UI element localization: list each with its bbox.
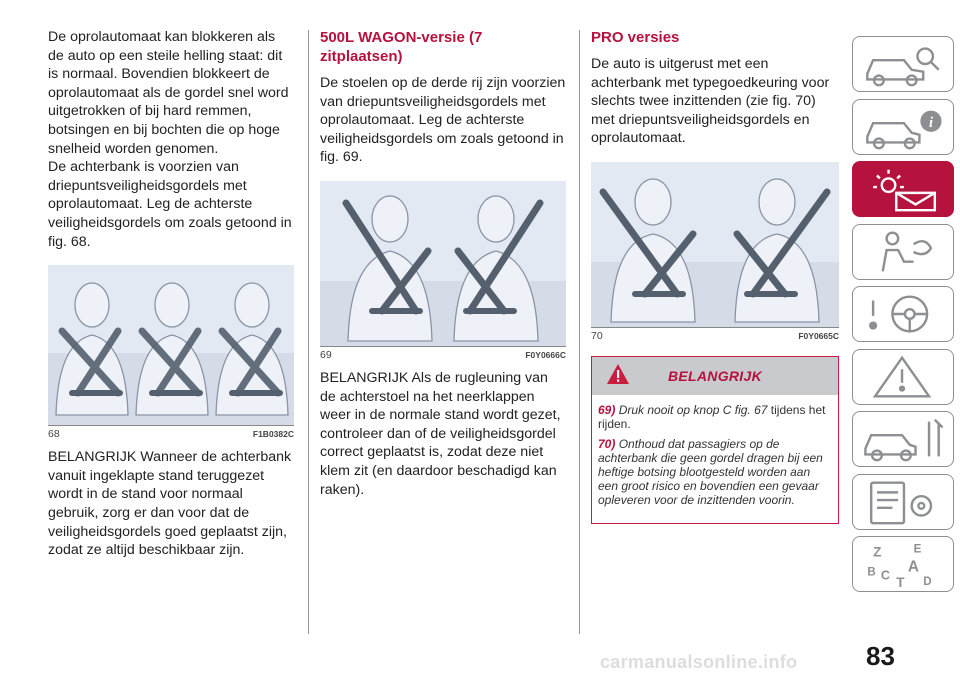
figure-number: 70: [591, 329, 603, 342]
column-3: [591, 28, 839, 524]
figure-68: [48, 265, 294, 425]
warning-body: [592, 395, 838, 523]
section-heading-wagon: 500L WAGON-versie (7 zitplaatsen): [320, 29, 483, 65]
paragraph-locking: De oprolautomaat kan blokkeren als de auto op een steile helling staat: dit is normaal. Bovendien blokkeert de oprolautomaat als de gordel snel word uitgetrokken of bij hard remmen, botsingen en bij bochten die op hoge snelheid worden genomen.: [48, 29, 289, 157]
page-number: 83: [866, 641, 895, 671]
steering-warning-icon: [853, 287, 953, 341]
letter-d: D: [923, 576, 932, 589]
figure-70-caption: [591, 327, 839, 342]
column-1: [48, 28, 294, 560]
paragraph-rear-seat: De achterbank is voorzien van driepuntsveiligheidsgordels met oprolautomaat. Leg de achterste veiligheidsgordels om zoals getoond in fig. 68.: [48, 159, 292, 250]
warning-box: [591, 356, 839, 524]
tab-technical-data[interactable]: [852, 474, 954, 530]
two-seat-belt-illustration: [320, 181, 566, 346]
note-number: 70): [598, 436, 616, 451]
figure-70: [591, 162, 839, 327]
watermark: carmanualsonline.info: [600, 652, 798, 672]
list-gear-icon: [853, 475, 953, 529]
letter-c: C: [880, 568, 890, 583]
note-number: 69): [598, 402, 616, 417]
tab-starting-driving[interactable]: [852, 224, 954, 280]
warning-item-69: [598, 403, 832, 431]
warning-title: BELANGRIJK: [667, 367, 762, 384]
chapter-nav: [852, 36, 954, 599]
paragraph-important-2: BELANGRIJK Als de rugleuning van de achterstoel na het neerklappen weer in de normale stand wordt gezet, controleer dan of de veiligheidsgordel correct geplaatst is, zodat deze niet klem zit (en daardoor beschadigd kan raken).: [320, 369, 561, 498]
figure-69: [320, 181, 566, 346]
letter-a: A: [907, 558, 919, 576]
car-tools-icon: [853, 412, 953, 466]
column-divider-1: [308, 30, 309, 634]
note-text-italic: Onthoud dat passagiers op de achterbank die geen gordel dragen bij een heftige botsing blootgesteld worden aan een groot risico en bovendien een gevaar opleveren voor de inzittenden voorin.: [598, 436, 823, 507]
paragraph-third-row: De stoelen op de derde rij zijn voorzien van driepuntsveiligheidsgordels met oprolautomaat. Leg de achterste veiligheidsgordels om zoals getoond in fig. 69.: [320, 75, 566, 166]
section-heading-pro: PRO versies: [591, 29, 680, 46]
alphabet-index-icon: [853, 537, 953, 591]
tab-safety[interactable]: [852, 161, 954, 217]
two-seat-belt-illustration: [591, 162, 839, 327]
figure-68-caption: [48, 425, 294, 440]
car-info-icon: [853, 37, 953, 91]
tab-warning-lights[interactable]: [852, 286, 954, 342]
note-text: tijdens het rijden.: [598, 402, 826, 431]
figure-code: F0Y0665C: [798, 330, 839, 341]
three-seat-belt-illustration: [48, 265, 294, 425]
tab-emergency[interactable]: [852, 349, 954, 405]
figure-code: F0Y0666C: [525, 349, 566, 360]
warning-header: [592, 357, 838, 395]
letter-b: B: [867, 566, 876, 579]
letter-e: E: [913, 543, 922, 556]
svg-text:i: i: [928, 114, 933, 131]
car-i-icon: [853, 100, 953, 154]
figure-number: 69: [320, 348, 332, 361]
paragraph-important-1: BELANGRIJK Wanneer de achterbank vanuit ingeklapte stand teruggezet wordt in de stand voor normaal gebruik, zorg er dan voor dat de veiligheidsgordels goed geplaatst zijn, zodat ze altijd beschikbaar zijn.: [48, 449, 292, 559]
figure-number: 68: [48, 428, 60, 441]
figure-code: F1B0382C: [252, 429, 294, 440]
letter-z: Z: [873, 544, 882, 560]
column-divider-2: [579, 30, 580, 634]
letter-t: T: [896, 575, 905, 591]
warning-triangle-icon: [606, 363, 630, 385]
tab-maintenance[interactable]: [852, 411, 954, 467]
tab-index[interactable]: [852, 536, 954, 592]
column-2: [320, 28, 566, 499]
tab-dashboard[interactable]: [852, 99, 954, 155]
road-warning-icon: [853, 350, 953, 404]
figure-69-caption: [320, 346, 566, 361]
warning-item-70: [598, 437, 832, 507]
paragraph-pro: De auto is uitgerust met een achterbank met typegoedkeuring voor slechts twee inzittenden (zie fig. 70) met driepuntsveiligheidsgordels en oprolautomaat.: [591, 56, 830, 147]
tab-car-knowledge[interactable]: [852, 36, 954, 92]
note-text-italic: Druk nooit op knop C fig. 67: [618, 402, 768, 417]
airbag-person-icon: [853, 225, 953, 279]
seatbelt-light-icon: [853, 162, 953, 216]
